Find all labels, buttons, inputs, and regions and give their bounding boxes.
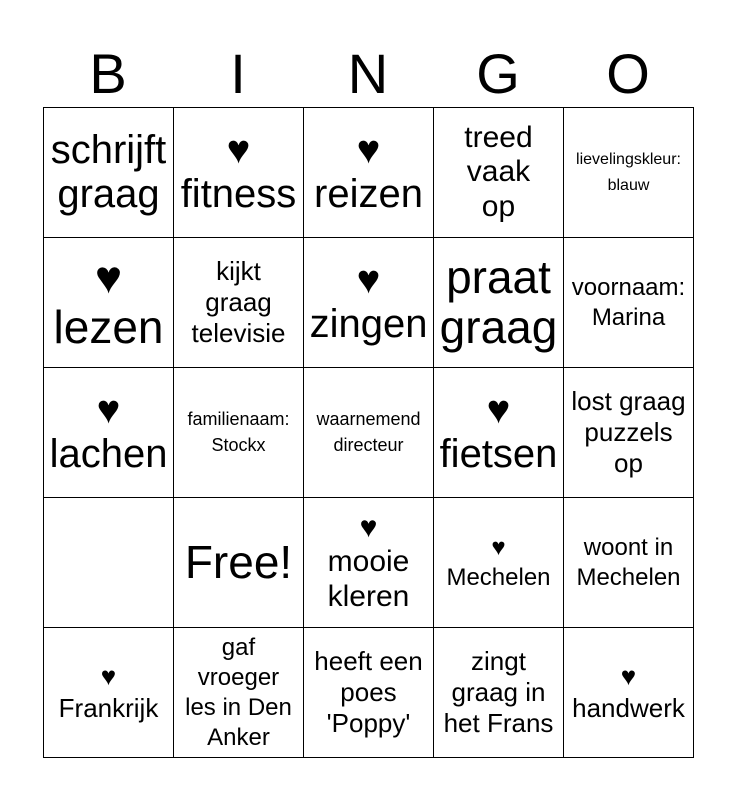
bingo-cell[interactable] <box>44 498 174 628</box>
bingo-cell[interactable] <box>44 628 174 758</box>
cell-text: familienaam: Stockx <box>187 409 290 455</box>
cell-text: ♥ lezen <box>53 250 164 353</box>
cell-text: woont in Mechelen <box>576 533 681 591</box>
bingo-cell[interactable] <box>174 628 304 758</box>
cell-text: ♥ Frankrijk <box>58 661 159 723</box>
cell-text: zingt graag in het Frans <box>443 645 554 739</box>
bingo-cell[interactable] <box>434 238 564 368</box>
bingo-cell[interactable] <box>434 498 564 628</box>
bingo-cell[interactable] <box>564 628 694 758</box>
cell-text: lost graag puzzels op <box>571 385 686 479</box>
cell-text: gaf vroeger les in Den Anker <box>185 633 292 751</box>
cell-text: treed vaak op <box>464 120 533 223</box>
header-letter-i: I <box>230 42 246 105</box>
bingo-grid <box>43 107 694 758</box>
bingo-cell[interactable] <box>44 368 174 498</box>
cell-text: praat graag <box>439 250 558 353</box>
cell-text: ♥ fitness <box>180 128 297 216</box>
header-letter-g: G <box>476 42 520 105</box>
bingo-cell[interactable] <box>564 108 694 238</box>
header-letter-o: O <box>606 42 650 105</box>
bingo-cell[interactable] <box>304 238 434 368</box>
cell-text: ♥ zingen <box>309 258 428 346</box>
bingo-cell[interactable] <box>44 238 174 368</box>
cell-text: schrijft graag <box>50 128 167 216</box>
bingo-cell[interactable] <box>174 238 304 368</box>
bingo-cell[interactable] <box>434 368 564 498</box>
bingo-cell[interactable] <box>304 368 434 498</box>
cell-text: voornaam: Marina <box>571 273 686 331</box>
cell-text: heeft een poes 'Poppy' <box>314 645 423 739</box>
bingo-cell[interactable] <box>304 498 434 628</box>
bingo-cell[interactable] <box>304 108 434 238</box>
bingo-cell[interactable] <box>564 498 694 628</box>
bingo-cell[interactable] <box>564 238 694 368</box>
bingo-cell[interactable] <box>44 108 174 238</box>
bingo-cell[interactable] <box>174 368 304 498</box>
bingo-cell[interactable] <box>174 108 304 238</box>
cell-text: waarnemend directeur <box>316 409 421 455</box>
cell-text: Free! <box>184 535 293 588</box>
free-cell[interactable] <box>174 498 304 628</box>
cell-text: ♥ Mechelen <box>446 533 551 591</box>
bingo-cell[interactable] <box>564 368 694 498</box>
cell-text: kijkt graag televisie <box>191 255 286 349</box>
header-letter-b: B <box>89 42 127 105</box>
bingo-cell[interactable] <box>434 628 564 758</box>
header-letter-n: N <box>347 42 389 105</box>
cell-text: ♥ handwerk <box>572 661 685 723</box>
bingo-cell[interactable] <box>304 628 434 758</box>
cell-text: ♥ reizen <box>314 128 423 216</box>
bingo-cell[interactable] <box>434 108 564 238</box>
cell-text: ♥ lachen <box>49 388 168 476</box>
cell-text: ♥ fietsen <box>439 388 558 476</box>
bingo-header <box>43 40 693 108</box>
cell-text: ♥ mooie kleren <box>327 510 410 613</box>
cell-text: lievelingskleur: blauw <box>576 150 681 194</box>
